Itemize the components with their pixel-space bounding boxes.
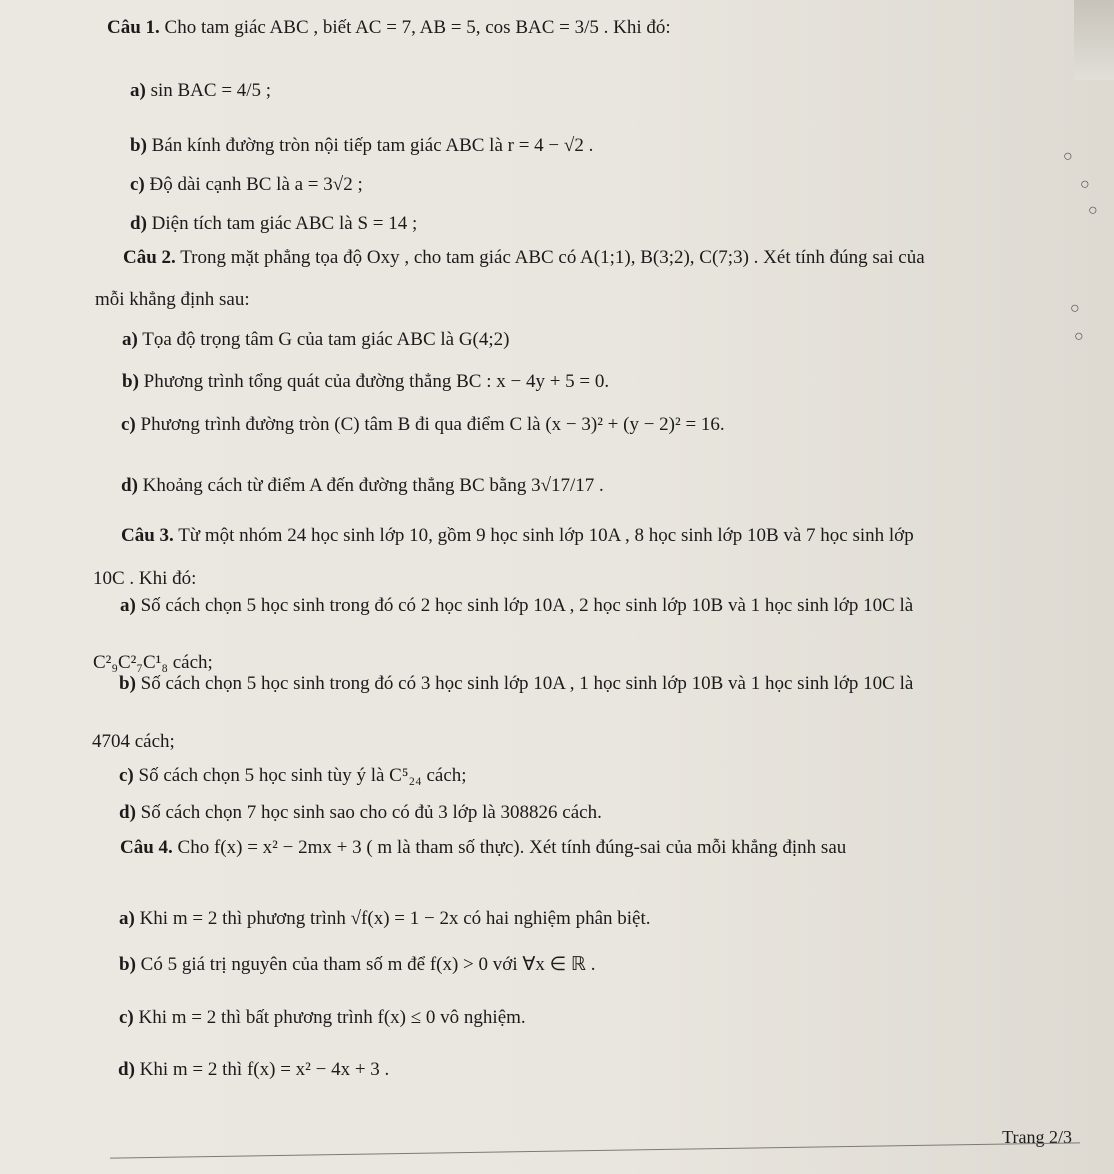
margin-circle-mark: ○	[1074, 328, 1084, 345]
option-label: b)	[130, 135, 147, 156]
option-label: c)	[119, 765, 134, 786]
question-4-b	[119, 953, 595, 977]
option-text: Khi m = 2 thì bất phương trình f(x) ≤ 0 vô nghiệm.	[133, 1007, 526, 1028]
page-corner-shadow	[1074, 0, 1114, 80]
question-3	[121, 524, 914, 548]
question-3-number: Câu 3.	[121, 525, 174, 546]
option-text: Khoảng cách từ điểm A đến đường thẳng BC bằng 3√17/17 .	[137, 475, 604, 496]
option-label: a)	[120, 595, 136, 616]
option-text: Tọa độ trọng tâm G của tam giác ABC là G(4;2)	[137, 329, 510, 350]
question-3-text: Từ một nhóm 24 học sinh lớp 10, gồm 9 học sinh lớp 10A , 8 học sinh lớp 10B và 7 học sinh lớp	[173, 525, 914, 546]
option-label: a)	[119, 908, 135, 929]
question-1-number: Câu 1.	[107, 17, 160, 38]
option-label: c)	[130, 174, 145, 195]
option-text: sin BAC = 4/5 ;	[145, 80, 272, 101]
option-text: Số cách chọn 5 học sinh trong đó có 2 học sinh lớp 10A , 2 học sinh lớp 10B và 1 học sinh lớp 10C là	[135, 595, 914, 616]
question-3-a	[120, 594, 913, 618]
option-text: Số cách chọn 5 học sinh trong đó có 3 học sinh lớp 10A , 1 học sinh lớp 10B và 1 học sinh lớp 10C là	[135, 673, 914, 694]
question-1-b	[130, 134, 593, 158]
option-label: b)	[122, 371, 139, 392]
question-4	[120, 836, 846, 860]
question-4-text: Cho f(x) = x² − 2mx + 3 ( m là tham số thực). Xét tính đúng-sai của mỗi khẳng định sau	[172, 837, 847, 858]
question-1-a	[130, 79, 271, 103]
option-label: d)	[119, 802, 136, 823]
option-text: Số cách chọn 7 học sinh sao cho có đủ 3 lớp là 308826 cách.	[135, 802, 602, 823]
question-1-d	[130, 212, 417, 236]
option-text: Có 5 giá trị nguyên của tham số m để f(x) > 0 với ∀x ∈ ℝ .	[135, 954, 596, 975]
option-label: b)	[119, 673, 136, 694]
question-4-d	[118, 1058, 389, 1082]
question-2-text: Trong mặt phẳng tọa độ Oxy , cho tam giác ABC có A(1;1), B(3;2), C(7;3) . Xét tính đúng sai của	[175, 247, 925, 268]
question-2-text-continued: mỗi khẳng định sau:	[95, 289, 250, 310]
question-4-number: Câu 4.	[120, 837, 173, 858]
option-label: b)	[119, 954, 136, 975]
question-3-d	[119, 801, 602, 825]
margin-circle-mark: ○	[1063, 148, 1073, 165]
question-2-c	[121, 413, 725, 437]
option-text: Khi m = 2 thì f(x) = x² − 4x + 3 .	[134, 1059, 390, 1080]
option-text: Số cách chọn 5 học sinh tùy ý là C⁵₂₄ cách;	[133, 765, 467, 786]
question-3-b-continued	[92, 730, 175, 754]
option-text: Bán kính đường tròn nội tiếp tam giác ABC là r = 4 − √2 .	[146, 135, 594, 156]
margin-circle-mark: ○	[1088, 202, 1098, 219]
option-text: Phương trình tổng quát của đường thẳng BC : x − 4y + 5 = 0.	[138, 371, 610, 392]
margin-circle-mark: ○	[1070, 300, 1080, 317]
question-2-b	[122, 370, 609, 394]
question-1	[107, 16, 671, 40]
option-label: d)	[121, 475, 138, 496]
option-label: d)	[118, 1059, 135, 1080]
option-text-continued: C²₉C²₇C¹₈ cách;	[93, 652, 213, 673]
option-text: Độ dài cạnh BC là a = 3√2 ;	[144, 174, 363, 195]
question-2-continued	[95, 288, 250, 312]
question-2-a	[122, 328, 509, 352]
question-1-text: Cho tam giác ABC , biết AC = 7, AB = 5, cos BAC = 3/5 . Khi đó:	[159, 17, 671, 38]
option-label: d)	[130, 213, 147, 234]
option-label: c)	[119, 1007, 134, 1028]
option-text: Diện tích tam giác ABC là S = 14 ;	[146, 213, 418, 234]
question-3-text-continued: 10C . Khi đó:	[93, 568, 197, 589]
question-3-c	[119, 764, 467, 788]
option-text-continued: 4704 cách;	[92, 731, 175, 752]
option-text: Phương trình đường tròn (C) tâm B đi qua điểm C là (x − 3)² + (y − 2)² = 16.	[135, 414, 725, 435]
question-4-c	[119, 1006, 526, 1030]
page-number: Trang 2/3	[1002, 1127, 1072, 1147]
option-label: a)	[122, 329, 138, 350]
option-label: c)	[121, 414, 136, 435]
question-2	[123, 246, 925, 270]
question-3-continued	[93, 567, 196, 591]
question-2-number: Câu 2.	[123, 247, 176, 268]
option-text: Khi m = 2 thì phương trình √f(x) = 1 − 2x có hai nghiệm phân biệt.	[134, 908, 651, 929]
bottom-rule	[110, 1142, 1080, 1158]
margin-circle-mark: ○	[1080, 176, 1090, 193]
question-2-d	[121, 474, 604, 498]
question-1-c	[130, 173, 363, 197]
option-label: a)	[130, 80, 146, 101]
question-4-a	[119, 907, 651, 931]
question-3-b	[119, 672, 913, 696]
